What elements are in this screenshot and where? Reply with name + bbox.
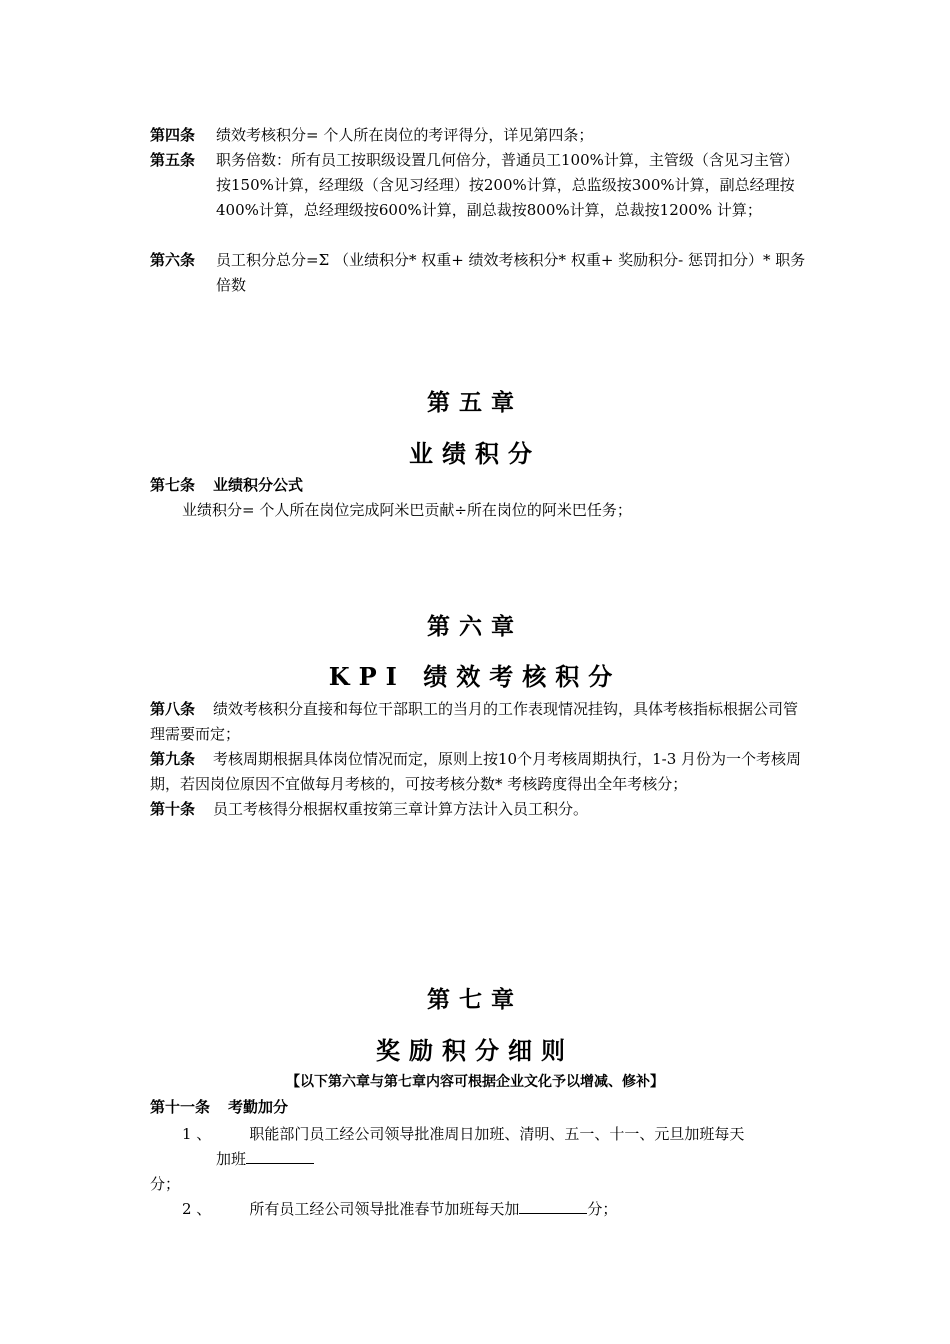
article-label: 第十条 (150, 800, 196, 818)
item-text-cont: 加班 (216, 1150, 247, 1168)
item-text-end: 分； (587, 1200, 618, 1218)
article-title: 业绩积分公式 (213, 476, 304, 494)
article-8 (150, 697, 810, 747)
article-7-heading (150, 473, 303, 498)
article-label: 第十一条 (150, 1098, 211, 1116)
item-text: 所有员工经公司领导批准春节加班每天加 (249, 1200, 520, 1218)
article-text: 绩效考核积分直接和每位干部职工的当月的工作表现情况挂钩，具体考核指标根据公司管理需要而定； (150, 700, 799, 743)
chapter-note: 【以下第六章与第七章内容可根据企业文化予以增减、修补】 (286, 1074, 664, 1090)
item-1-line-2 (216, 1147, 314, 1172)
chapter-7-title: 奖励积分细则 (376, 1036, 574, 1065)
article-10 (150, 797, 810, 822)
article-label: 第八条 (150, 700, 196, 718)
item-2 (182, 1197, 617, 1222)
article-11-heading (150, 1095, 288, 1120)
article-label: 第七条 (150, 476, 196, 494)
article-text: 考核周期根据具体岗位情况而定，原则上按10个月考核周期执行，1-3 月份为一个考核周期，若因岗位原因不宜做每月考核的，可按考核分数* 考核跨度得出全年考核分； (150, 750, 802, 793)
article-6 (150, 248, 810, 298)
article-9 (150, 747, 810, 797)
chapter-5-heading: 第五章 (427, 389, 523, 416)
chapter-6-title: KPI 绩效考核积分 (328, 662, 622, 691)
chapter-7-heading: 第七章 (427, 986, 523, 1013)
item-1-line-3: 分； (150, 1175, 181, 1193)
article-label: 第六条 (150, 251, 196, 269)
score-blank (246, 1147, 314, 1164)
article-text: 员工积分总分=Σ （业绩积分* 权重+ 绩效考核积分* 权重+ 奖励积分- 惩罚扣分）* 职务倍数 (216, 251, 806, 294)
article-label: 第五条 (150, 151, 196, 169)
item-1-line-1 (182, 1122, 744, 1147)
item-number: 2 、 (182, 1200, 212, 1218)
score-blank (519, 1197, 587, 1214)
article-4 (150, 123, 810, 148)
article-5 (150, 148, 810, 223)
chapter-5-title: 业绩积分 (409, 439, 541, 468)
article-text: 绩效考核积分= 个人所在岗位的考评得分，详见第四条； (216, 126, 594, 144)
article-text: 员工考核得分根据权重按第三章计算方法计入员工积分。 (213, 800, 589, 818)
chapter-6-heading: 第六章 (427, 613, 523, 640)
item-number: 1 、 (182, 1125, 212, 1143)
article-title: 考勤加分 (228, 1098, 289, 1116)
article-text: 职务倍数：所有员工按职级设置几何倍分，普通员工100%计算，主管级（含见习主管）按150%计算，经理级（含见习经理）按200%计算，总监级按300%计算，副总经理按400%计算，总经理级按600%计算，副总裁按800%计算，总裁按1200% 计算； (216, 151, 799, 219)
formula-text: 业绩积分= 个人所在岗位完成阿米巴贡献÷所在岗位的阿米巴任务； (182, 501, 632, 519)
article-label: 第四条 (150, 126, 196, 144)
article-label: 第九条 (150, 750, 196, 768)
item-text: 职能部门员工经公司领导批准周日加班、清明、五一、十一、元旦加班每天 (249, 1125, 745, 1143)
